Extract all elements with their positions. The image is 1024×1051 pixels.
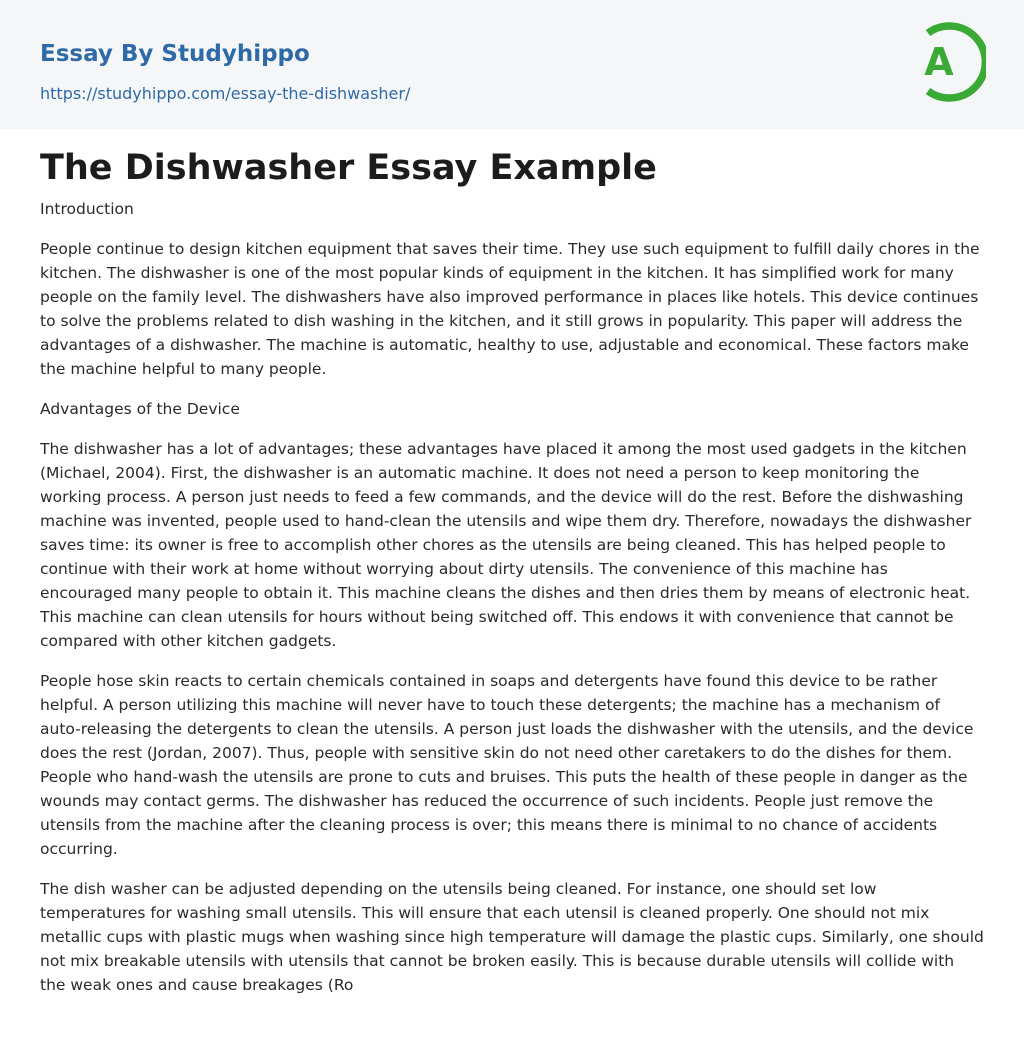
paragraph: The dishwasher has a lot of advantages; these advantages have placed it among the most used gadgets in the kitchen (Michael, 2004). First, the dishwasher is an automatic machine. It does not need a person to keep monitoring the working process. A person just needs to feed a few commands, and the device will do the rest. Before the dishwashing machine was invented, people used to hand-clean the utensils and wipe them dry. Therefore, nowadays the dishwasher saves time: its owner is free to accomplish other chores as the utensils are being cleaned. This has helped people to continue with their work at home without worrying about dirty utensils. The convenience of this machine has encouraged many people to obtain it. This machine cleans the dishes and then dries them by means of electronic heat. This machine can clean utensils for hours without being switched off. This endows it with convenience that cannot be compared with other kitchen gadgets. [40,440,972,650]
studyhippo-logo-icon[interactable] [912,19,986,105]
site-brand[interactable]: Essay By Studyhippo [40,41,310,67]
section-heading-advantages: Advantages of the Device [40,400,240,418]
article-content [40,129,984,997]
site-header [0,0,1024,129]
paragraph: People continue to design kitchen equipment that saves their time. They use such equipment to fulfill daily chores in the kitchen. The dishwasher is one of the most popular kinds of equipment in the kitchen. It has simplified work for many people on the family level. The dishwashers have also improved performance in places like hotels. This device continues to solve the problems related to dish washing in the kitchen, and it still grows in popularity. This paper will address the advantages of a dishwasher. The machine is automatic, healthy to use, adjustable and economical. These factors make the machine helpful to many people. [40,240,980,378]
logo-letter: A [924,40,954,84]
paragraph: The dish washer can be adjusted depending on the utensils being cleaned. For instance, one should set low temperatures for washing small utensils. This will ensure that each utensil is cleaned properly. One should not mix metallic cups with plastic mugs when washing since high temperature will damage the plastic cups. Similarly, one should not mix breakable utensils with utensils that cannot be broken easily. This is because durable utensils will collide with the weak ones and cause breakages (Ro [40,880,984,994]
paragraph: People hose skin reacts to certain chemicals contained in soaps and detergents have found this device to be rather helpful. A person utilizing this machine will never have to touch these detergents; the machine has a mechanism of auto-releasing the detergents to clean the utensils. A person just loads the dishwasher with the utensils, and the device does the rest (Jordan, 2007). Thus, people with sensitive skin do not need other caretakers to do the dishes for them. People who hand-wash the utensils are prone to cuts and bruises. This puts the health of these people in danger as the wounds may contact germs. The dishwasher has reduced the occurrence of such incidents. People just remove the utensils from the machine after the cleaning process is over; this means there is minimal to no chance of accidents occurring. [40,672,974,858]
source-url-link[interactable]: https://studyhippo.com/essay-the-dishwasher/ [40,84,411,103]
page-title: The Dishwasher Essay Example [40,148,657,188]
section-heading-introduction: Introduction [40,200,134,218]
